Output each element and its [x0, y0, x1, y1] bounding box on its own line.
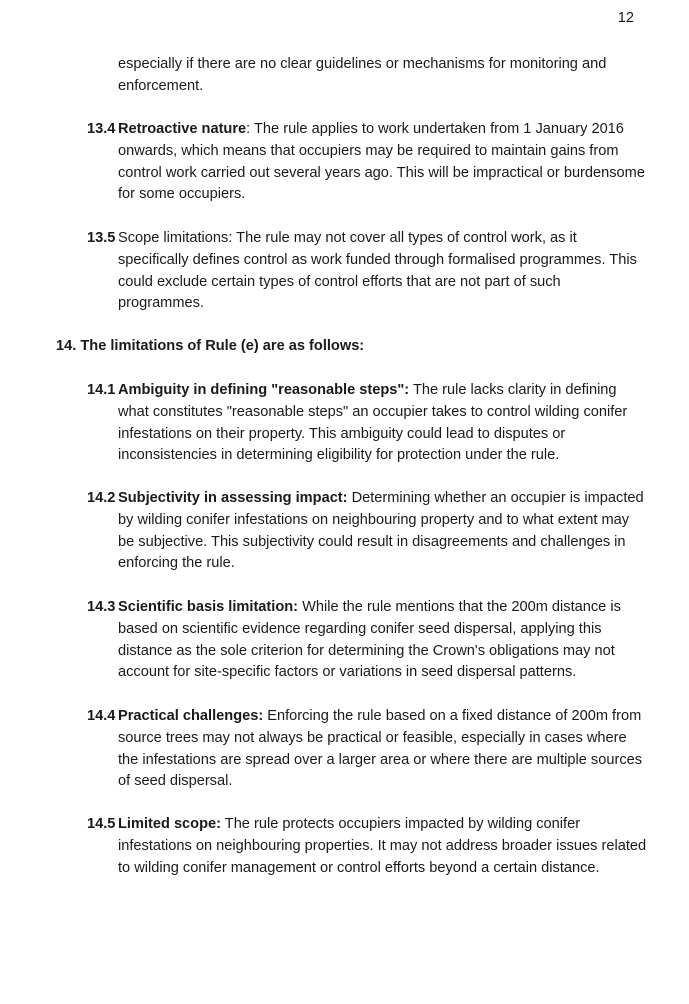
list-item-13-5: [87, 228, 647, 315]
item-title: Scientific basis limitation:: [118, 599, 299, 615]
item-text: While the rule mentions that the 200m distance is based on scientific evidence regarding conifer seed dispersal, applying this distance as the sole criterion for determining the Crown's obligations may not account for site-specific factors or variations in seed dispersal patterns.: [118, 599, 621, 681]
item-title: Retroactive nature: [118, 121, 247, 137]
item-text: : The rule applies to work undertaken from 1 January 2016 onwards, which means that occupiers may be required to maintain gains from control work carried out several years ago. This will be impractical or burdensome for some occupiers.: [118, 121, 645, 203]
item-text: The rule protects occupiers impacted by wilding conifer infestations on neighbouring properties. It may not address broader issues related to wilding conifer management or control efforts beyond a certain distance.: [118, 816, 647, 876]
item-text: The rule lacks clarity in defining what constitutes "reasonable steps" an occupier takes to control wilding conifer infestations on their property. This ambiguity could lead to disputes or inconsistencies in determining eligibility for protection under the rule.: [118, 382, 628, 464]
item-number: 13.5: [87, 230, 116, 246]
item-title: Subjectivity in assessing impact:: [118, 490, 348, 506]
item-body: [118, 119, 647, 206]
list-item-14-4: [87, 706, 647, 793]
section-number: 14.: [56, 338, 77, 354]
continuation-paragraph: especially if there are no clear guidelines or mechanisms for monitoring and enforcement.: [118, 56, 607, 94]
item-number: 14.5: [87, 816, 116, 832]
page-number: 12: [617, 10, 634, 26]
item-body: [118, 488, 647, 575]
list-item-13-4: [87, 119, 647, 206]
item-text: Scope limitations: The rule may not cover all types of control work, as it specifically defines control as work funded through formalised programmes. This could exclude certain types of control efforts that are not part of such programmes.: [118, 230, 637, 312]
item-body: [118, 814, 647, 879]
section-14-heading: [56, 336, 364, 358]
item-number: 14.3: [87, 599, 116, 615]
item-title: Practical challenges:: [118, 708, 264, 724]
list-item-14-5: [87, 814, 647, 879]
item-text: Enforcing the rule based on a fixed distance of 200m from source trees may not always be practical or feasible, especially in cases where the infestations are spread over a larger area or where there are multiple sources of seed dispersal.: [118, 708, 643, 790]
item-body: [118, 597, 647, 684]
item-body: [118, 706, 647, 793]
item-number: 13.4: [87, 121, 116, 137]
list-item-14-3: [87, 597, 647, 684]
item-number: 14.4: [87, 708, 116, 724]
item-text: Determining whether an occupier is impacted by wilding conifer infestations on neighbouring property and to what extent may be subjective. This subjectivity could result in disagreements and challenges in enforcing the rule.: [118, 490, 644, 572]
list-item-14-1: [87, 380, 647, 467]
item-title: Limited scope:: [118, 816, 221, 832]
item-number: 14.1: [87, 382, 116, 398]
item-body: [118, 228, 647, 315]
section-title: The limitations of Rule (e) are as follows:: [80, 338, 365, 354]
item-body: [118, 380, 647, 467]
list-item-14-2: [87, 488, 647, 575]
item-title: Ambiguity in defining "reasonable steps":: [118, 382, 410, 398]
item-number: 14.2: [87, 490, 116, 506]
